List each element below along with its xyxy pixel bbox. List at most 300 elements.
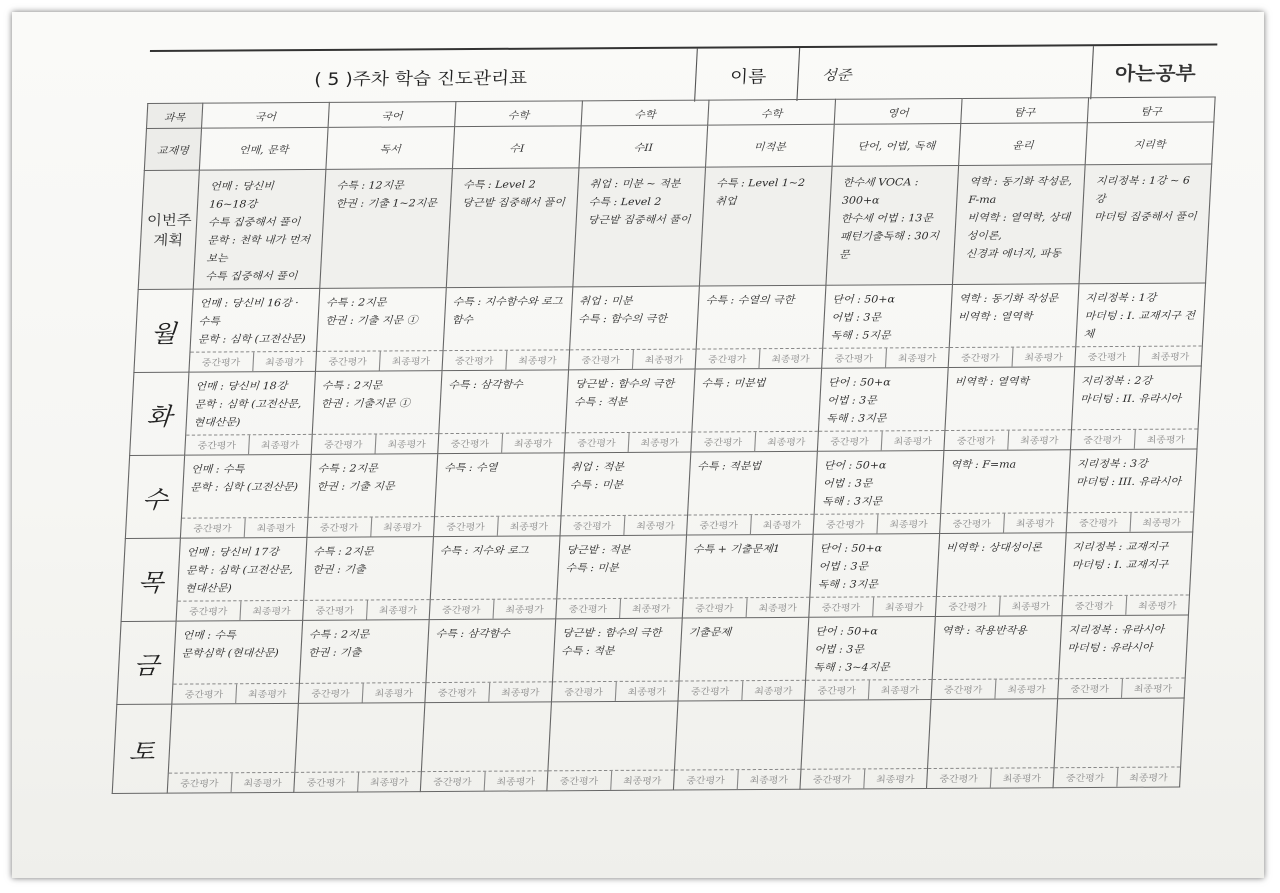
- day-cell[interactable]: [560, 452, 691, 536]
- daily-entry: 단어 : 50+α 어법 : 3문 독해 : 3지문: [825, 377, 891, 425]
- evaluation-row: [312, 433, 438, 454]
- cell-wrap: [696, 286, 826, 369]
- final-eval-label[interactable]: 최종평가: [867, 680, 931, 699]
- final-eval-label[interactable]: 최종평가: [1120, 678, 1184, 697]
- day-cell[interactable]: [547, 701, 678, 791]
- cell-wrap: [556, 536, 686, 619]
- textbook-cell: 지리학: [1085, 122, 1214, 165]
- mid-eval-label[interactable]: 중간평가: [184, 690, 224, 701]
- mid-eval-label[interactable]: 중간평가: [812, 775, 852, 786]
- plan-cell[interactable]: [193, 169, 326, 289]
- day-label: 목: [121, 538, 180, 621]
- day-cell[interactable]: [569, 286, 700, 370]
- daily-entry: 언매 : 당신비 17강 문학 : 심학 (고전산문, 현대산문): [184, 547, 294, 595]
- final-eval-label[interactable]: 최종평가: [239, 601, 303, 620]
- mid-eval-label[interactable]: 중간평가: [319, 523, 359, 534]
- final-eval-label[interactable]: 최종평가: [1125, 595, 1189, 614]
- mid-eval-label[interactable]: 중간평가: [834, 354, 874, 365]
- cell-wrap: [185, 372, 315, 455]
- mid-eval-label[interactable]: 중간평가: [939, 774, 978, 785]
- mid-eval-label[interactable]: 중간평가: [437, 688, 477, 700]
- day-cell[interactable]: [948, 284, 1079, 368]
- evaluation-row: [181, 517, 307, 538]
- textbook-cell: 수II: [579, 125, 708, 168]
- mid-eval-label[interactable]: 중간평가: [581, 356, 621, 367]
- evaluation-row: [927, 767, 1053, 788]
- plan-cell[interactable]: [446, 168, 579, 288]
- final-eval-label[interactable]: 최종평가: [1129, 512, 1193, 531]
- day-cell[interactable]: [944, 367, 1075, 451]
- final-eval-label[interactable]: 최종평가: [614, 682, 678, 701]
- final-eval-label[interactable]: 최종평가: [496, 516, 560, 535]
- mid-eval-label[interactable]: 중간평가: [576, 439, 616, 450]
- day-cell[interactable]: [564, 369, 695, 453]
- cell-wrap: [809, 534, 939, 617]
- final-eval-label[interactable]: 최종평가: [618, 599, 682, 618]
- daily-entry: 수특 : 2지문 한권 : 기출지문 ①: [320, 380, 411, 410]
- day-cell[interactable]: [429, 536, 560, 620]
- mid-eval-label[interactable]: 중간평가: [197, 441, 237, 452]
- evaluation-row: [932, 678, 1058, 699]
- final-eval-label[interactable]: 최종평가: [365, 600, 429, 619]
- cell-wrap: [181, 455, 311, 538]
- evaluation-row: [316, 350, 442, 371]
- mid-eval-label[interactable]: 중간평가: [830, 437, 869, 448]
- day-cell[interactable]: [673, 700, 804, 790]
- evaluation-row: [940, 512, 1066, 533]
- final-eval-label[interactable]: 최종평가: [623, 516, 687, 535]
- final-eval-label[interactable]: 최종평가: [741, 681, 805, 700]
- final-eval-label[interactable]: 최종평가: [1011, 347, 1075, 366]
- daily-entry: 역학 : 작용반작용: [941, 625, 1028, 637]
- final-eval-label[interactable]: 최종평가: [749, 515, 813, 534]
- day-label: 금: [117, 621, 176, 704]
- final-eval-label[interactable]: 최종평가: [1137, 346, 1201, 365]
- day-cell[interactable]: [678, 617, 809, 701]
- day-cell[interactable]: [180, 454, 311, 538]
- final-eval-label[interactable]: 최종평가: [230, 773, 294, 792]
- cell-wrap: [569, 287, 699, 370]
- final-eval-label[interactable]: 최종평가: [880, 431, 944, 450]
- day-cell[interactable]: [817, 368, 948, 452]
- day-label: 토: [112, 704, 172, 793]
- mid-eval-label[interactable]: 중간평가: [694, 604, 734, 615]
- day-label: 화: [130, 372, 189, 455]
- mid-eval-label[interactable]: 중간평가: [315, 606, 355, 617]
- day-cell[interactable]: [695, 285, 826, 369]
- daily-entry: [552, 702, 678, 709]
- daily-entry: 수특 : 지수와 로그: [439, 545, 529, 558]
- cell-wrap: [316, 288, 446, 371]
- mid-eval-label[interactable]: 중간평가: [323, 440, 363, 451]
- day-cell[interactable]: [442, 287, 573, 371]
- mid-eval-label[interactable]: 중간평가: [564, 688, 603, 699]
- daily-entry: 취업 : 적분 수특 : 미분: [569, 461, 625, 492]
- day-row: [121, 532, 1193, 622]
- evaluation-row: [822, 347, 948, 368]
- day-cell[interactable]: [185, 371, 316, 455]
- mid-eval-label[interactable]: 중간평가: [441, 605, 481, 617]
- day-cell[interactable]: [682, 534, 813, 618]
- progress-table: [112, 96, 1216, 794]
- mid-eval-label[interactable]: 중간평가: [690, 687, 730, 698]
- final-eval-label[interactable]: 최종평가: [370, 517, 434, 536]
- final-eval-label[interactable]: 최종평가: [1002, 513, 1066, 532]
- cell-wrap: [944, 367, 1074, 450]
- day-cell[interactable]: [298, 620, 429, 704]
- daily-entry: 수특 : 삼각함수: [435, 628, 511, 641]
- cell-wrap: [312, 371, 442, 454]
- final-eval-label[interactable]: 최종평가: [500, 433, 564, 452]
- cell-wrap: [814, 451, 944, 534]
- mid-eval-label[interactable]: 중간평가: [311, 689, 350, 700]
- day-cell[interactable]: [691, 368, 822, 452]
- evaluation-row: [1071, 428, 1197, 449]
- daily-entry: 언매 : 당신비 16강 · 수특 문학 : 심학 (고전산문): [197, 298, 306, 346]
- evaluation-row: [1058, 677, 1184, 698]
- final-eval-label[interactable]: 최종평가: [361, 683, 425, 702]
- evaluation-row: [818, 430, 944, 451]
- cell-wrap: [434, 453, 564, 536]
- day-cell[interactable]: [189, 288, 320, 372]
- evaluation-row: [944, 429, 1070, 450]
- plan-cell[interactable]: [826, 166, 959, 286]
- daily-entry: 수특 + 기출문제1: [692, 543, 781, 556]
- final-eval-label[interactable]: 최종평가: [1007, 430, 1071, 449]
- evaluation-row: [434, 515, 560, 536]
- daily-entry: 취업 : 미분 수특 : 함수의 극한: [578, 295, 668, 326]
- cell-wrap: [308, 454, 438, 537]
- evaluation-row: [556, 598, 682, 619]
- final-eval-label[interactable]: 최종평가: [243, 518, 307, 537]
- sheet-title: ( 5 )주차 학습 진도관리표: [313, 68, 528, 90]
- daily-entry: [931, 699, 1057, 706]
- day-cell[interactable]: [167, 703, 298, 793]
- final-eval-label[interactable]: 최종평가: [863, 769, 927, 788]
- evaluation-row: [438, 432, 564, 453]
- mid-eval-label[interactable]: 중간평가: [952, 519, 992, 530]
- plan-cell[interactable]: [699, 166, 832, 286]
- final-eval-label[interactable]: 최종평가: [1116, 767, 1180, 786]
- mid-eval-label[interactable]: 중간평가: [193, 524, 232, 535]
- day-cell[interactable]: [425, 619, 556, 703]
- sheet-header: [147, 43, 1217, 105]
- cell-wrap: [1075, 283, 1205, 366]
- day-cell[interactable]: [1058, 615, 1189, 699]
- day-cell[interactable]: [1066, 449, 1197, 533]
- mid-eval-label[interactable]: 중간평가: [572, 522, 612, 533]
- daily-entry: 비역학 : 열역학: [954, 376, 1030, 388]
- textbook-cell: 독서: [326, 127, 455, 170]
- evaluation-row: [674, 769, 800, 790]
- mid-eval-label[interactable]: 중간평가: [188, 607, 228, 618]
- textbook-cell: 언매, 문학: [199, 127, 328, 170]
- mid-eval-label[interactable]: 중간평가: [960, 353, 1000, 364]
- day-cell[interactable]: [420, 702, 551, 792]
- plan-cell[interactable]: [1079, 164, 1212, 284]
- cell-wrap: [172, 621, 302, 704]
- subject-cell: 영어: [834, 99, 962, 125]
- final-eval-label[interactable]: 최종평가: [610, 771, 674, 790]
- daily-entry: 언매 : 수특 문학 : 심학 (고전산문): [189, 464, 299, 494]
- daily-entry: 지리정복 : 1강 마더텅 : I. 교재지구 전체: [1083, 292, 1196, 341]
- cell-wrap: [294, 703, 424, 792]
- plan-text: 한수세 VOCA : 300+α 한수세 어법 : 13문 패턴기출독해 : 30지문: [838, 177, 940, 261]
- mid-eval-label[interactable]: 중간평가: [821, 603, 861, 614]
- final-eval-label[interactable]: 최종평가: [876, 514, 940, 533]
- cell-wrap: [425, 619, 555, 702]
- mid-eval-label[interactable]: 중간평가: [948, 602, 987, 613]
- daily-entry: 지리정복 : 교재지구 마더텅 : I. 교재지구: [1071, 541, 1169, 572]
- study-planner-sheet: [109, 43, 1218, 850]
- final-eval-label[interactable]: 최종평가: [357, 772, 421, 791]
- evaluation-row: [425, 681, 551, 702]
- mid-eval-label[interactable]: 중간평가: [179, 779, 219, 790]
- day-cell[interactable]: [800, 700, 931, 790]
- evaluation-row: [552, 681, 678, 702]
- final-eval-label[interactable]: 최종평가: [994, 679, 1058, 698]
- mid-eval-label[interactable]: 중간평가: [943, 685, 983, 696]
- plan-cell[interactable]: [952, 165, 1085, 285]
- final-eval-label[interactable]: 최종평가: [989, 768, 1053, 787]
- day-cell[interactable]: [940, 450, 1071, 534]
- evaluation-row: [687, 514, 813, 535]
- mid-eval-label[interactable]: 중간평가: [1065, 773, 1105, 785]
- cell-wrap: [1071, 366, 1201, 449]
- mid-eval-label[interactable]: 중간평가: [559, 777, 599, 788]
- daily-entry: 단어 : 50+α 어법 : 3문 독해 : 3지문: [817, 543, 883, 591]
- cell-wrap: [801, 700, 931, 789]
- day-cell[interactable]: [931, 616, 1062, 700]
- mid-eval-label[interactable]: 중간평가: [1074, 601, 1114, 613]
- final-eval-label[interactable]: 최종평가: [492, 599, 556, 618]
- cell-wrap: [936, 533, 1066, 616]
- day-cell[interactable]: [294, 703, 425, 793]
- plan-cell[interactable]: [320, 169, 453, 289]
- day-cell[interactable]: [315, 288, 446, 372]
- evaluation-row: [1075, 345, 1201, 366]
- mid-eval-label[interactable]: 중간평가: [699, 521, 739, 532]
- cell-wrap: [443, 287, 573, 370]
- final-eval-label[interactable]: 최종평가: [488, 682, 552, 701]
- mid-eval-label[interactable]: 중간평가: [1083, 435, 1122, 447]
- evaluation-row: [801, 768, 927, 789]
- daily-entry: 수특 : 2지문 한권 : 기출: [307, 629, 370, 659]
- cell-wrap: [177, 538, 307, 621]
- day-cell[interactable]: [303, 537, 434, 621]
- daily-entry: [425, 702, 551, 709]
- day-cell[interactable]: [311, 371, 442, 455]
- subject-cell: 탐구: [1087, 97, 1215, 123]
- evaluation-row: [561, 515, 687, 536]
- evaluation-row: [1054, 766, 1180, 787]
- evaluation-row: [683, 597, 809, 618]
- final-eval-label[interactable]: 최종평가: [631, 350, 695, 369]
- subject-cell: 탐구: [961, 98, 1089, 124]
- final-eval-label[interactable]: 최종평가: [884, 348, 948, 367]
- day-cell[interactable]: [307, 454, 438, 538]
- daily-entry: [299, 703, 425, 710]
- day-cell[interactable]: [176, 537, 307, 621]
- final-eval-label[interactable]: 최종평가: [1133, 429, 1197, 448]
- cell-wrap: [438, 370, 568, 453]
- final-eval-label[interactable]: 최종평가: [235, 684, 299, 703]
- evaluation-row: [443, 349, 569, 370]
- day-cell[interactable]: [813, 451, 944, 535]
- final-eval-label[interactable]: 최종평가: [754, 432, 818, 451]
- day-cell[interactable]: [556, 535, 687, 619]
- cell-wrap: [940, 450, 1070, 533]
- subject-cell: 수학: [708, 99, 836, 125]
- evaluation-row: [805, 679, 931, 700]
- cell-wrap: [547, 702, 677, 791]
- daily-entry: 역학 : F=ma: [950, 459, 1017, 471]
- mid-eval-label[interactable]: 중간평가: [703, 438, 743, 449]
- plan-cell[interactable]: [573, 167, 706, 287]
- evaluation-row: [308, 516, 434, 537]
- final-eval-label[interactable]: 최종평가: [252, 352, 316, 371]
- cell-wrap: [430, 536, 560, 619]
- daily-entry: 당근밭 : 함수의 극한 수특 : 적분: [573, 378, 675, 409]
- cell-wrap: [1067, 449, 1197, 532]
- evaluation-row: [565, 432, 691, 453]
- day-row: [134, 283, 1206, 373]
- day-cell[interactable]: [935, 533, 1066, 617]
- day-cell[interactable]: [438, 370, 569, 454]
- day-cell[interactable]: [551, 618, 682, 702]
- daily-entry: [805, 700, 931, 707]
- cell-wrap: [818, 368, 948, 451]
- textbook-row: [144, 122, 1214, 171]
- mid-eval-label[interactable]: 중간평가: [956, 436, 996, 447]
- evaluation-row: [294, 771, 420, 792]
- day-row: [130, 366, 1202, 456]
- cell-wrap: [674, 701, 804, 790]
- day-cell[interactable]: [822, 285, 953, 369]
- mid-eval-label[interactable]: 중간평가: [1070, 684, 1110, 696]
- final-eval-label[interactable]: 최종평가: [483, 771, 547, 790]
- subject-label: 과목: [147, 103, 203, 128]
- textbook-cell: 수I: [452, 126, 581, 169]
- subject-cell: 수학: [581, 100, 709, 126]
- cell-wrap: [1062, 532, 1192, 615]
- day-cell[interactable]: [433, 453, 564, 537]
- plan-text: 취업 : 미분 ~ 적분 수특 : Level 2 당근밭 집중해서 풀이: [587, 178, 691, 227]
- daily-entry: 기출문제: [688, 627, 732, 639]
- day-cell[interactable]: [805, 617, 936, 701]
- evaluation-row: [303, 599, 429, 620]
- plan-text: 수특 : 12지문 한권 : 기출 1~2지문: [335, 180, 438, 210]
- mid-eval-label[interactable]: 중간평가: [1087, 352, 1127, 364]
- mid-eval-label[interactable]: 중간평가: [1078, 518, 1118, 530]
- weekly-plan-row: [138, 164, 1211, 290]
- evaluation-row: [809, 596, 935, 617]
- mid-eval-label[interactable]: 중간평가: [454, 356, 494, 368]
- mid-eval-label[interactable]: 중간평가: [686, 776, 725, 787]
- evaluation-row: [691, 431, 817, 452]
- mid-eval-label[interactable]: 중간평가: [825, 520, 865, 531]
- cell-wrap: [421, 702, 551, 791]
- evaluation-row: [421, 770, 547, 791]
- day-cell[interactable]: [687, 451, 818, 535]
- final-eval-label[interactable]: 최종평가: [758, 349, 822, 368]
- mid-eval-label[interactable]: 중간평가: [306, 778, 346, 789]
- day-cell[interactable]: [809, 534, 940, 618]
- day-cell[interactable]: [1075, 283, 1206, 367]
- mid-eval-label[interactable]: 중간평가: [450, 439, 490, 451]
- evaluation-row: [936, 595, 1062, 616]
- evaluation-row: [1062, 594, 1188, 615]
- final-eval-label[interactable]: 최종평가: [505, 350, 569, 369]
- plan-text: 수특 : Level 1~2 취업: [714, 177, 806, 208]
- cell-wrap: [1054, 698, 1184, 787]
- daily-entry: 수특 : 지수함수와 로그함수: [451, 296, 563, 327]
- evaluation-row: [299, 682, 425, 703]
- cell-wrap: [949, 284, 1079, 367]
- final-eval-label[interactable]: 최종평가: [247, 435, 311, 454]
- daily-entry: 언매 : 당신비 18강 문학 : 심학 (고전산문, 현대산문): [193, 381, 302, 429]
- daily-entry: 수특 : 적분법: [696, 461, 762, 473]
- cell-wrap: [303, 537, 433, 620]
- final-eval-label[interactable]: 최종평가: [378, 351, 442, 370]
- daily-entry: 수특 : 삼각함수: [448, 379, 524, 392]
- final-eval-label[interactable]: 최종평가: [745, 598, 809, 617]
- day-cell[interactable]: [1062, 532, 1193, 616]
- daily-entry: 수특 : 2지문 한권 : 기출 지문 ①: [324, 297, 418, 327]
- final-eval-label[interactable]: 최종평가: [374, 434, 438, 453]
- mid-eval-label[interactable]: 중간평가: [433, 777, 472, 789]
- cell-wrap: [552, 619, 682, 702]
- daily-entry: 단어 : 50+α 어법 : 3문 독해 : 5지문: [830, 294, 896, 342]
- daily-entry: 수특 : 수열의 극한: [705, 294, 795, 307]
- mid-eval-label[interactable]: 중간평가: [568, 605, 608, 616]
- daily-entry: 수특 : 미분법: [701, 378, 766, 390]
- subject-cell: 수학: [455, 101, 583, 127]
- mid-eval-label[interactable]: 중간평가: [446, 522, 485, 534]
- cell-wrap: [932, 616, 1062, 699]
- evaluation-row: [430, 598, 556, 619]
- evaluation-row: [172, 683, 298, 704]
- daily-entry: 당근밭 : 함수의 극한 수특 : 적분: [560, 627, 662, 658]
- final-eval-label[interactable]: 최종평가: [872, 597, 936, 616]
- mid-eval-label[interactable]: 중간평가: [707, 355, 747, 366]
- daily-entry: 수특 : 2지문 한권 : 기출: [312, 546, 374, 576]
- day-cell[interactable]: [1070, 366, 1201, 450]
- cell-wrap: [168, 704, 298, 793]
- name-label: 이름: [729, 67, 767, 88]
- final-eval-label[interactable]: 최종평가: [998, 596, 1062, 615]
- final-eval-label[interactable]: 최종평가: [736, 770, 800, 789]
- cell-wrap: [561, 453, 691, 536]
- mid-eval-label[interactable]: 중간평가: [201, 358, 241, 369]
- evaluation-row: [1067, 511, 1193, 532]
- mid-eval-label[interactable]: 중간평가: [328, 357, 367, 368]
- day-label: 월: [134, 289, 193, 372]
- plan-text: 언매 : 당신비 16~18강 수특 집중해서 풀이 문학 : 천학 내가 먼저 보는 수특 집중해서 풀이: [205, 181, 311, 283]
- mid-eval-label[interactable]: 중간평가: [817, 686, 857, 697]
- daily-entry: [1058, 698, 1184, 705]
- day-cell[interactable]: [1053, 698, 1184, 788]
- cell-wrap: [805, 617, 935, 700]
- final-eval-label[interactable]: 최종평가: [627, 433, 691, 452]
- evaluation-row: [177, 600, 303, 621]
- evaluation-row: [679, 680, 805, 701]
- day-cell[interactable]: [926, 699, 1057, 789]
- day-cell[interactable]: [172, 620, 303, 704]
- daily-entry: 단어 : 50+α 어법 : 3문 독해 : 3지문: [821, 460, 887, 508]
- plan-text: 지리정복 : 1강 ~ 6강 마더텅 집중해서 풀이: [1093, 175, 1197, 224]
- evaluation-row: [569, 349, 695, 370]
